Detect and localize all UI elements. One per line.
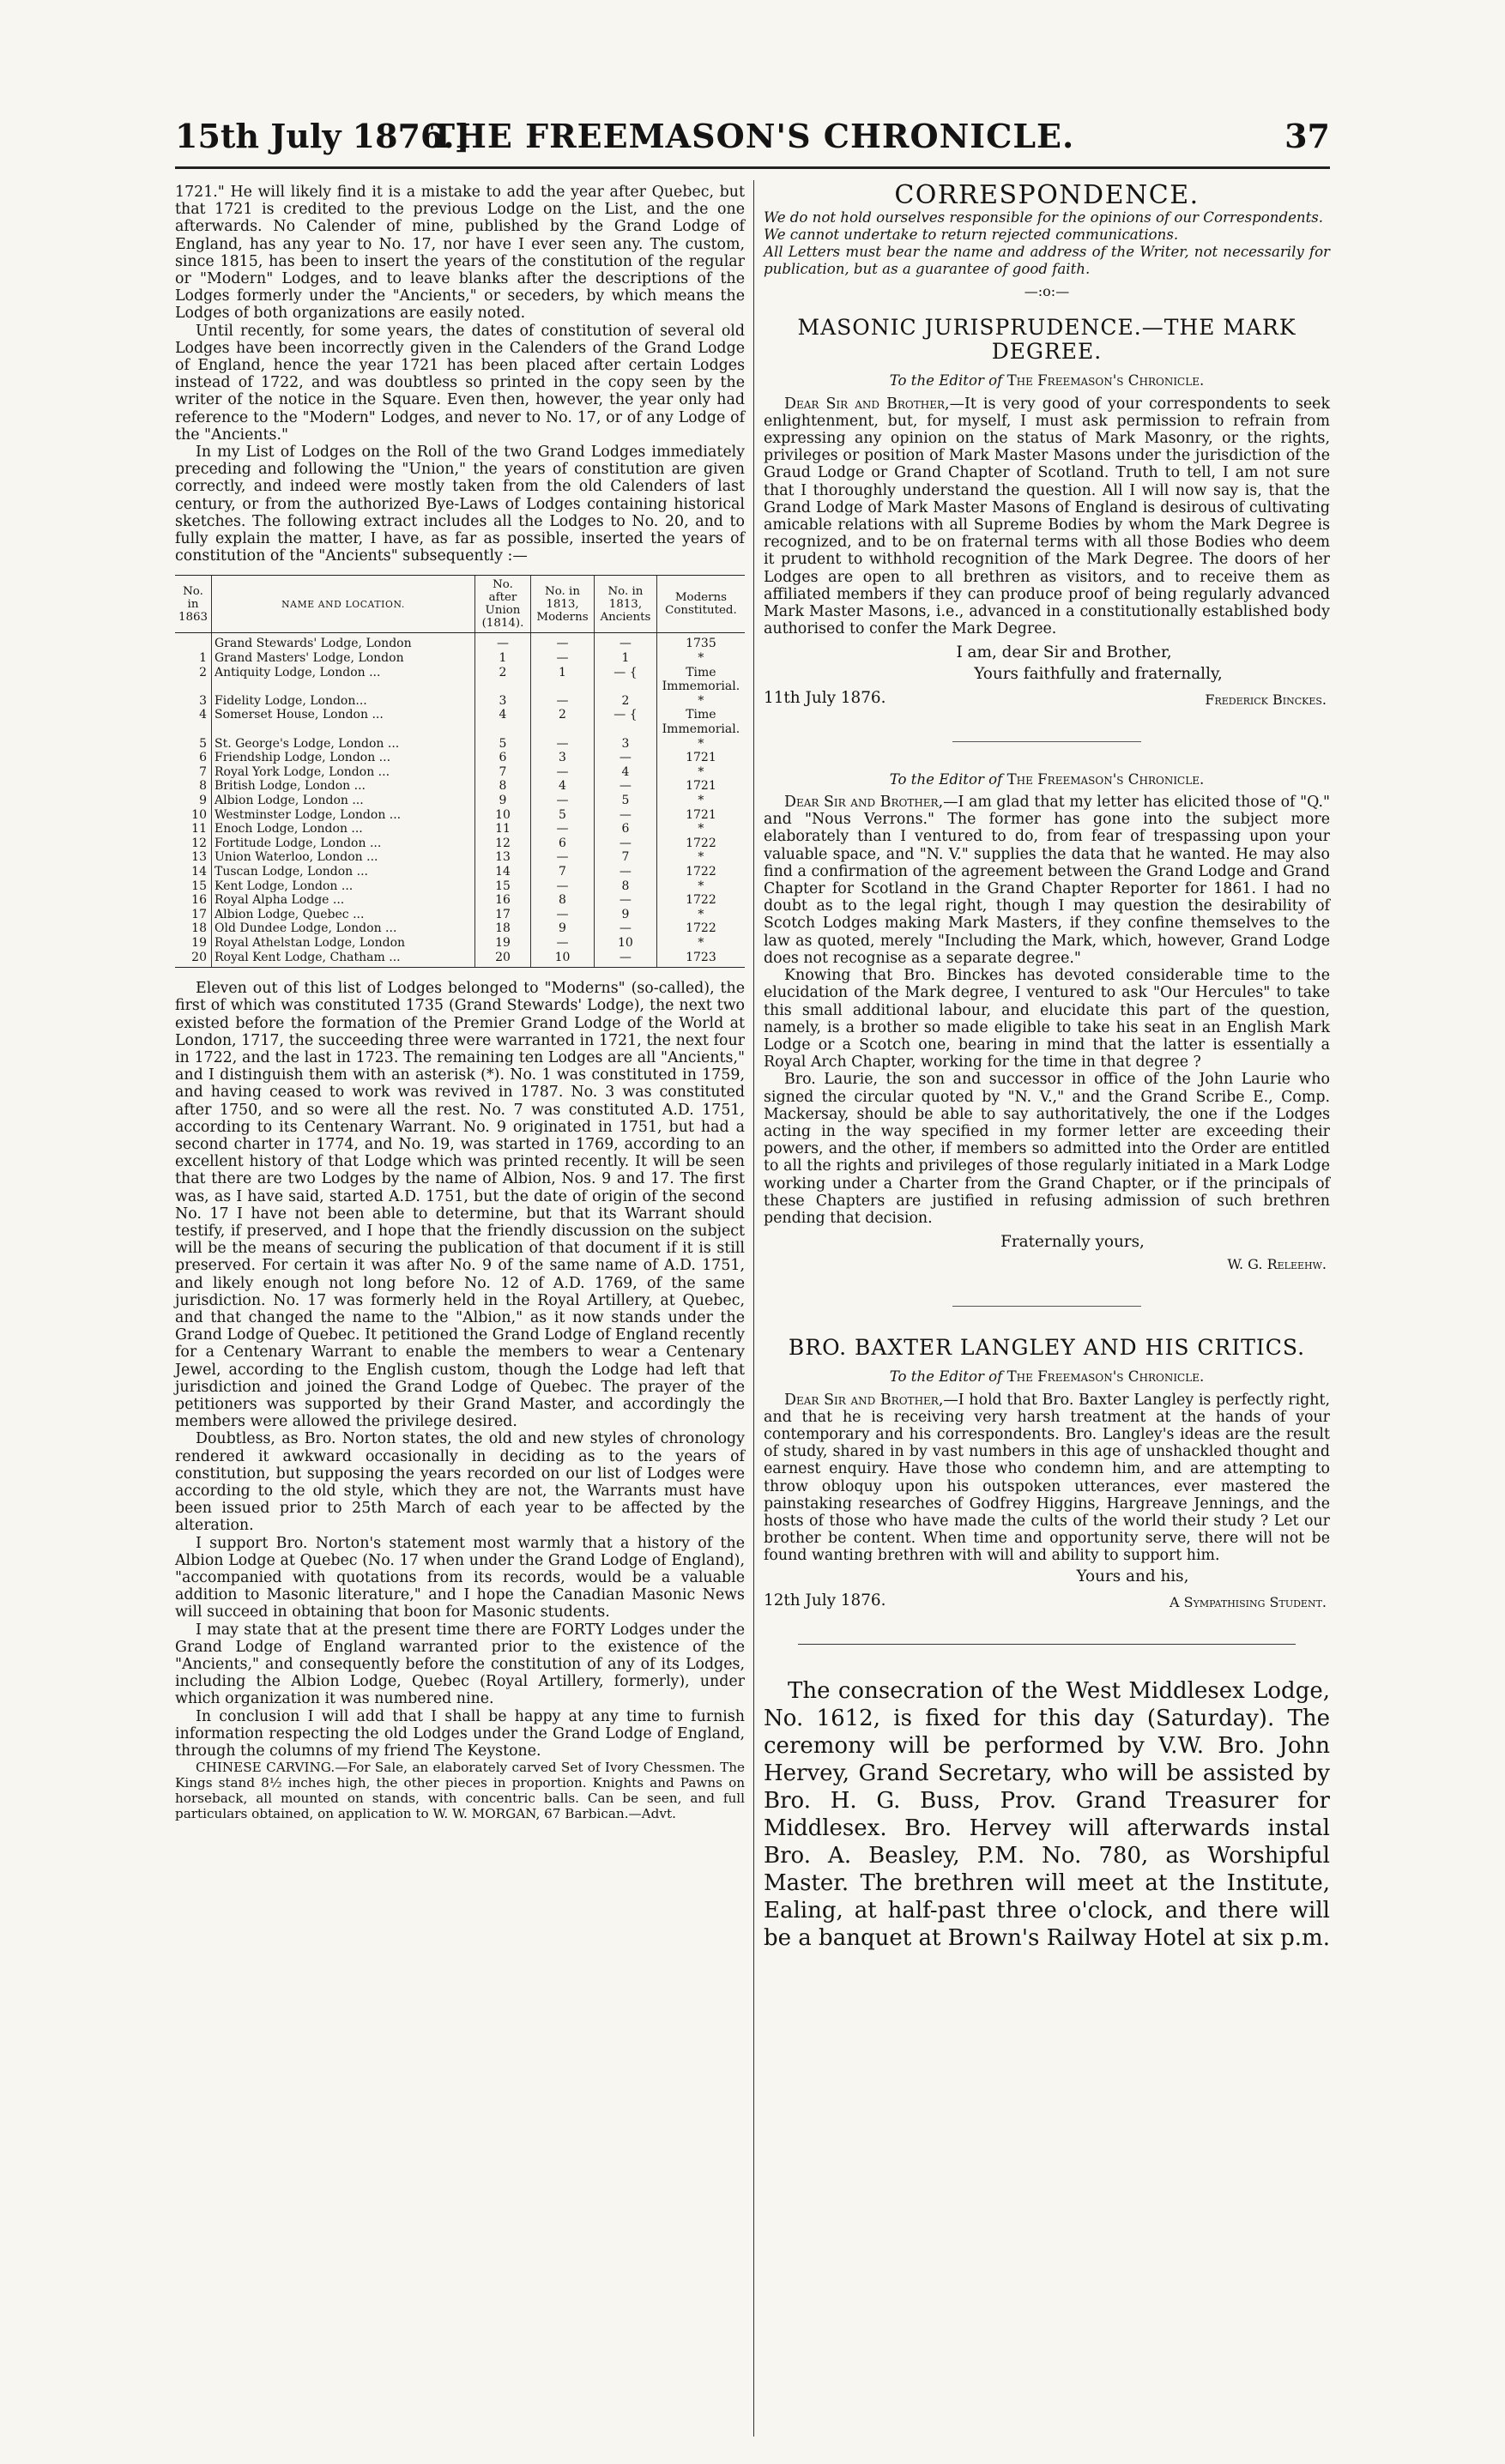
salutation: Dear Sir and Brother, bbox=[784, 395, 950, 413]
lodge-name-location: Tuscan Lodge, London ... bbox=[212, 865, 475, 879]
chessmen-advertisement: CHINESE CARVING.—For Sale, an elaborately carved Set of Ivory Chessmen. The Kings stand 8½ inches high, the other pieces in proportion. Knights and Pawns on horseback, all mounted on stands, with concentric balls. Can be seen, and full particulars obtained, on application to W. W. MORGAN, 67 Barbican.—Advt. bbox=[175, 1760, 745, 1822]
column-header: NAME AND LOCATION. bbox=[212, 576, 475, 633]
moderns-constituted: 1722 bbox=[656, 893, 745, 908]
number-ancients-1813: — bbox=[595, 808, 657, 823]
page-number: 37 bbox=[1284, 117, 1330, 155]
table-row bbox=[175, 951, 745, 968]
number-after-union: 1 bbox=[475, 651, 531, 666]
right-column bbox=[764, 180, 1330, 1952]
letter-heading: MASONIC JURISPRUDENCE.—THE MARK DEGREE. bbox=[797, 315, 1296, 365]
lodge-name-location: Friendship Lodge, London ... bbox=[212, 751, 475, 765]
table-row bbox=[175, 921, 745, 936]
table-row bbox=[175, 908, 745, 922]
to-editor-line bbox=[764, 372, 1330, 390]
letter-signature: W. G. Releehw. bbox=[1227, 1256, 1327, 1273]
moderns-constituted: 1721 bbox=[656, 779, 745, 794]
letter-heading: BRO. BAXTER LANGLEY AND HIS CRITICS. bbox=[788, 1335, 1306, 1361]
letter-closing: Yours and his, bbox=[1076, 1567, 1189, 1585]
table-row bbox=[175, 751, 745, 765]
lodge-name-location: Enoch Lodge, London ... bbox=[212, 822, 475, 836]
section-separator: —:o:— bbox=[1024, 283, 1070, 300]
table-row bbox=[175, 779, 745, 794]
article-paragraph: Until recently, for some years, the dates of constitution of several old Lodges have been incorrectly given in the Calenders of the Grand Lodge of England, hence the year 1721 has been placed after certain Lodges instead of 1722, and was doubtless so printed in the copy seen by the writer of the notice in the Square. Even then, however, the year only had reference to the "Modern" Lodges, and never to No. 17, or of any Lodge of the "Ancients." bbox=[175, 322, 745, 444]
number-ancients-1813: 10 bbox=[595, 936, 657, 951]
column-header: No. in 1863 bbox=[175, 576, 212, 633]
article-paragraph: 1721." He will likely find it is a mistake to add the year after Quebec, but that 1721 is credited to the previous Lodge on the List, and the one afterwards. No Calender of mine, published by the Grand Lodge of England, has any year to No. 17, nor have I ever seen any. The custom, since 1815, has been to insert the years of the constitution of the regular or "Modern" Lodges, and to leave blanks after the descriptions of the Lodges formerly under the "Ancients," or seceders, by which means the Lodges of both organizations are easily noted. bbox=[175, 184, 745, 323]
table-row bbox=[175, 836, 745, 851]
lodge-table bbox=[175, 575, 745, 968]
column-header: Moderns Constituted. bbox=[656, 576, 745, 633]
lodge-number-1863: 2 bbox=[199, 665, 207, 679]
lodge-number-1863: 15 bbox=[191, 879, 207, 893]
table-row bbox=[175, 794, 745, 808]
number-ancients-1813: 1 bbox=[595, 651, 657, 666]
section-rule bbox=[952, 741, 1141, 742]
number-ancients-1813: 5 bbox=[595, 794, 657, 808]
number-ancients-1813: 9 bbox=[595, 908, 657, 922]
letter-date: 11th July 1876. bbox=[764, 688, 886, 707]
lodge-name-location: Fortitude Lodge, London ... bbox=[212, 836, 475, 851]
number-ancients-1813: — bbox=[595, 921, 657, 936]
to-editor-line bbox=[764, 1368, 1330, 1386]
number-after-union: 10 bbox=[475, 808, 531, 823]
moderns-constituted: Time Immemorial. bbox=[656, 666, 745, 694]
lodge-number-1863: 3 bbox=[199, 693, 207, 708]
to-editor-line bbox=[764, 771, 1330, 788]
number-moderns-1813: 1 bbox=[530, 666, 594, 694]
page-header bbox=[175, 117, 1330, 165]
number-moderns-1813: — bbox=[530, 765, 594, 780]
table-row bbox=[175, 808, 745, 823]
number-ancients-1813: 2 bbox=[595, 694, 657, 709]
number-ancients-1813: 4 bbox=[595, 765, 657, 780]
table-row bbox=[175, 893, 745, 908]
lodge-name-location: Royal Athelstan Lodge, London bbox=[212, 936, 475, 951]
paper-name: The Freemason's Chronicle. bbox=[1006, 372, 1205, 390]
number-moderns-1813: — bbox=[530, 936, 594, 951]
editorial-notice: All Letters must bear the name and address of the Writer, not necessarily for publication, but as a guarantee of good faith. bbox=[764, 244, 1330, 278]
moderns-constituted: 1722 bbox=[656, 921, 745, 936]
number-after-union: 5 bbox=[475, 737, 531, 752]
letter-text: —It is very good of your correspondents to seek enlightenment, but, for myself, I must ask permission to refrain from expressing any opinion on the status of Mark Masonry, or the rights, privileges or position of Mark Master Masons under the jurisdiction of the Graud Lodge or Grand Chapter of Scotland. Truth to tell, I am not sure that I thoroughly understand the question. All I will now say is, that the Grand Lodge of Mark Master Masons of England is desirous of cultivating amicable relations with all Supreme Bodies by whom the Mark Degree is recognized, and to be on fraternal terms with all those Bodies who deem it prudent to withhold recognition of the Mark Degree. The doors of her Lodges are open to all brethren as visitors, and to receive them as affiliated members if they can produce proof of being regularly advanced Mark Master Masons, i.e., advanced in a constitutionally established body authorised to confer the Mark Degree. bbox=[764, 395, 1330, 638]
lodge-name-location: Antiquity Lodge, London ... bbox=[212, 666, 475, 694]
lodge-number-1863: 16 bbox=[191, 893, 207, 908]
consecration-notice bbox=[764, 1677, 1330, 1952]
salutation: Dear Sir and Brother, bbox=[784, 794, 944, 812]
number-after-union: 18 bbox=[475, 921, 531, 936]
letter-signature: Frederick Binckes. bbox=[1205, 691, 1327, 708]
number-moderns-1813: — bbox=[530, 651, 594, 666]
number-moderns-1813: 8 bbox=[530, 893, 594, 908]
to-editor-text: To the Editor of bbox=[889, 372, 1003, 390]
number-moderns-1813: 6 bbox=[530, 836, 594, 851]
number-moderns-1813: 7 bbox=[530, 865, 594, 879]
lodge-number-1863: 6 bbox=[199, 751, 207, 765]
moderns-constituted: * bbox=[656, 694, 745, 709]
number-moderns-1813: 10 bbox=[530, 951, 594, 968]
number-ancients-1813: 8 bbox=[595, 879, 657, 894]
lodge-number-1863: 11 bbox=[191, 822, 207, 836]
number-moderns-1813: — bbox=[530, 737, 594, 752]
letter-signoff bbox=[764, 1591, 1330, 1615]
to-editor-text: To the Editor of bbox=[889, 770, 1003, 788]
letter-body: Bro. Laurie, the son and successor in office of the John Laurie who signed the circular quoted by "N. V.," and the Grand Scribe E., Comp. Mackersay, should be able to say authoritatively, the one if the Lodges acting in the way specified in my former letter are exceeding their powers, and the other, if members so admitted into the Order are entitled to all the rights and privileges of those regularly initiated in a Mark Lodge working under a Charter from the Grand Chapter, or if the principals of these Chapters are justified in refusing admission of such brethren pending that decision. bbox=[764, 1071, 1330, 1227]
number-after-union: 7 bbox=[475, 765, 531, 780]
number-moderns-1813: 5 bbox=[530, 808, 594, 823]
issue-date: 15th July 1876.] bbox=[175, 117, 470, 155]
lodge-number-1863: 4 bbox=[199, 708, 207, 722]
lodge-name-location: Royal York Lodge, London ... bbox=[212, 765, 475, 780]
lodge-name-location: Albion Lodge, London ... bbox=[212, 794, 475, 808]
number-moderns-1813: — bbox=[530, 908, 594, 922]
table-row bbox=[175, 694, 745, 709]
lodge-name-location: Westminster Lodge, London ... bbox=[212, 808, 475, 823]
lodge-number-1863: 8 bbox=[199, 779, 207, 794]
moderns-constituted: * bbox=[656, 850, 745, 865]
number-moderns-1813: — bbox=[530, 879, 594, 894]
moderns-constituted: 1722 bbox=[656, 865, 745, 879]
moderns-constituted: 1735 bbox=[656, 633, 745, 651]
table-row bbox=[175, 651, 745, 666]
number-ancients-1813: 6 bbox=[595, 822, 657, 836]
number-after-union: 12 bbox=[475, 836, 531, 851]
lodge-name-location: Grand Masters' Lodge, London bbox=[212, 651, 475, 666]
number-after-union: 3 bbox=[475, 694, 531, 709]
number-after-union: 4 bbox=[475, 708, 531, 736]
moderns-constituted: * bbox=[656, 908, 745, 922]
table-header-row bbox=[175, 576, 745, 633]
column-divider bbox=[753, 180, 754, 2437]
number-ancients-1813: — bbox=[595, 633, 657, 651]
letter-signoff bbox=[764, 1253, 1330, 1277]
table-row bbox=[175, 765, 745, 780]
article-paragraph: I support Bro. Norton's statement most warmly that a history of the Albion Lodge at Quebec (No. 17 when under the Grand Lodge of England), "accompanied with quotations from its records, would be a valuable addition to Masonic literature," and I hope the Canadian Masonic News will succeed in obtaining that boon for Masonic students. bbox=[175, 1534, 745, 1622]
letter-text: —I am glad that my letter has elicited those of "Q." and "Nous Verrons." The former has gone into the subject more elaborately than I ventured to do, from fear of trespassing upon your valuable space, and "N. V." supplies the data that he wanted. He may also find a confirmation of the agreement between the Grand Lodge and Grand Chapter for Scotland in the Grand Chapter Reporter for 1861. I had no doubt as to the legal right, though I may question the desirability of Scotch Lodges making Mark Masters, if they confine themselves to the law as quoted, merely "Including the Mark, which, however, Grand Lodge does not recognise as a separate degree." bbox=[764, 794, 1330, 967]
consecration-text: The consecration of the West Middlesex Lodge, No. 1612, is fixed for this day (Saturday). The ceremony will be performed by V.W. Bro. John Hervey, Grand Secretary, who will be assisted by Bro. H. G. Buss, Prov. Grand Treasurer for Middlesex. Bro. Hervey will afterwards instal Bro. A. Beasley, P.M. No. 780, as Worshipful Master. The brethren will meet at the Institute, Ealing, at half-past three o'clock, and there will be a banquet at Brown's Railway Hotel at six p.m. bbox=[764, 1677, 1330, 1951]
lodge-number-1863: 12 bbox=[191, 836, 207, 850]
lodge-name-location: Union Waterloo, London ... bbox=[212, 850, 475, 865]
editorial-notice: We cannot undertake to return rejected communications. bbox=[764, 226, 1179, 244]
lodge-name-location: St. George's Lodge, London ... bbox=[212, 737, 475, 752]
table-row bbox=[175, 936, 745, 951]
table-row bbox=[175, 879, 745, 894]
lodge-name-location: British Lodge, London ... bbox=[212, 779, 475, 794]
lodge-name-location: Old Dundee Lodge, London ... bbox=[212, 921, 475, 936]
article-paragraph: Doubtless, as Bro. Norton states, the old and new styles of chronology rendered it awkward occasionally in deciding as to the years of constitution, but supposing the years recorded on our list of Lodges were according to the old style, which they are not, the Warrants must have been issued prior to 25th March of each year to be affected by the alteration. bbox=[175, 1430, 745, 1535]
lodge-name-location: Royal Kent Lodge, Chatham ... bbox=[212, 951, 475, 968]
paper-name: The Freemason's Chronicle. bbox=[1006, 770, 1205, 788]
lodge-number-1863: 7 bbox=[199, 764, 207, 779]
to-editor-text: To the Editor of bbox=[889, 1368, 1003, 1386]
lodge-number-1863: 18 bbox=[191, 921, 207, 936]
lodge-name-location: Albion Lodge, Quebec ... bbox=[212, 908, 475, 922]
salutation: Dear Sir and Brother, bbox=[784, 1391, 944, 1409]
moderns-constituted: * bbox=[656, 879, 745, 894]
number-after-union: 14 bbox=[475, 865, 531, 879]
number-after-union: 17 bbox=[475, 908, 531, 922]
moderns-constituted: 1722 bbox=[656, 836, 745, 851]
lodge-number-1863: 9 bbox=[199, 794, 207, 807]
table-row bbox=[175, 708, 745, 736]
lodge-table-body bbox=[175, 633, 745, 968]
correspondence-heading: CORRESPONDENCE. bbox=[894, 180, 1200, 210]
moderns-constituted: * bbox=[656, 765, 745, 780]
number-after-union: 16 bbox=[475, 893, 531, 908]
lodge-name-location: Grand Stewards' Lodge, London bbox=[212, 633, 475, 651]
letter-date: 12th July 1876. bbox=[764, 1591, 886, 1609]
paper-name: The Freemason's Chronicle. bbox=[1006, 1368, 1205, 1386]
number-ancients-1813: — bbox=[595, 865, 657, 879]
article-paragraph: I may state that at the present time there are FORTY Lodges under the Grand Lodge of England warranted prior to the existence of the "Ancients," and consequently before the constitution of any of its Lodges, including the Albion Lodge, Quebec (Royal Artillery, formerly), under which organization it was numbered nine. bbox=[175, 1621, 745, 1708]
number-ancients-1813: 3 bbox=[595, 737, 657, 752]
number-after-union: 2 bbox=[475, 666, 531, 694]
editorial-notice: We do not hold ourselves responsible for the opinions of our Correspondents. bbox=[764, 209, 1324, 226]
number-moderns-1813: — bbox=[530, 794, 594, 808]
article-paragraph: In my List of Lodges on the Roll of the two Grand Lodges immediately preceding and following the "Union," the years of constitution are given correctly, and indeed were mostly taken from the old Calenders of last century, or from the authorized Bye-Laws of Lodges containing historical sketches. The following extract includes all the Lodges to No. 20, and to fully explain the matter, I have, as far as possible, inserted the years of constitution of the "Ancients" subsequently :— bbox=[175, 444, 745, 565]
number-moderns-1813: — bbox=[530, 850, 594, 865]
number-ancients-1813: — bbox=[595, 751, 657, 765]
number-moderns-1813: 9 bbox=[530, 921, 594, 936]
number-moderns-1813: — bbox=[530, 633, 594, 651]
number-ancients-1813: — bbox=[595, 779, 657, 794]
number-ancients-1813: — bbox=[595, 893, 657, 908]
lodge-name-location: Kent Lodge, London ... bbox=[212, 879, 475, 894]
lodge-number-1863: 19 bbox=[191, 935, 207, 950]
left-column bbox=[175, 184, 745, 1821]
table-row bbox=[175, 666, 745, 694]
letter-body bbox=[764, 794, 1330, 967]
moderns-constituted: 1721 bbox=[656, 751, 745, 765]
section-rule bbox=[798, 1644, 1296, 1645]
number-ancients-1813: — { bbox=[595, 708, 657, 736]
lodge-name-location: Somerset House, London ... bbox=[212, 708, 475, 736]
lodge-number-1863 bbox=[175, 633, 212, 651]
letter-closing: Fraternally yours, bbox=[1000, 1233, 1145, 1252]
moderns-constituted: * bbox=[656, 794, 745, 808]
letter-text: —I hold that Bro. Baxter Langley is perfectly right, and that he is receiving very harsh treatment at the hands of your contemporary and his correspondents. Bro. Langley's ideas are the result of study, shared in by vast numbers in this age of unshackled thought and earnest enquiry. Have those who condemn him, and are attempting to throw obloquy upon his outspoken utterances, ever mastered the painstaking researches of Godfrey Higgins, Hargreave Jennings, and the hosts of those who have made the cults of the world their study ? Let our brother be content. When time and opportunity serve, there will not be found wanting brethren with will and ability to support him. bbox=[764, 1391, 1330, 1565]
number-moderns-1813: 2 bbox=[530, 708, 594, 736]
section-rule bbox=[952, 1306, 1141, 1307]
lodge-number-1863: 13 bbox=[191, 850, 207, 865]
masthead-title: THE FREEMASON'S CHRONICLE. bbox=[430, 117, 1075, 155]
number-ancients-1813: 7 bbox=[595, 850, 657, 865]
number-after-union: 11 bbox=[475, 822, 531, 836]
table-row bbox=[175, 822, 745, 836]
moderns-constituted: * bbox=[656, 936, 745, 951]
number-after-union: 6 bbox=[475, 751, 531, 765]
lodge-name-location: Royal Alpha Lodge ... bbox=[212, 893, 475, 908]
number-after-union: 13 bbox=[475, 850, 531, 865]
article-paragraph: In conclusion I will add that I shall be happy at any time to furnish information respecting the old Lodges under the Grand Lodge of England, through the columns of my friend The Keystone. bbox=[175, 1707, 745, 1760]
moderns-constituted: * bbox=[656, 822, 745, 836]
number-after-union: — bbox=[475, 633, 531, 651]
column-header: No. after Union (1814). bbox=[475, 576, 531, 633]
letter-signoff bbox=[764, 688, 1330, 712]
number-ancients-1813: — bbox=[595, 951, 657, 968]
moderns-constituted: Time Immemorial. bbox=[656, 708, 745, 736]
number-ancients-1813: — bbox=[595, 836, 657, 851]
moderns-constituted: 1721 bbox=[656, 808, 745, 823]
number-after-union: 15 bbox=[475, 879, 531, 894]
letter-signature: A Sympathising Student. bbox=[1170, 1593, 1327, 1610]
number-after-union: 19 bbox=[475, 936, 531, 951]
letter-body bbox=[764, 1392, 1330, 1565]
lodge-number-1863: 17 bbox=[191, 907, 207, 921]
table-row bbox=[175, 737, 745, 752]
moderns-constituted: * bbox=[656, 651, 745, 666]
column-header: No. in 1813, Moderns bbox=[530, 576, 594, 633]
lodge-name-location: Fidelity Lodge, London... bbox=[212, 694, 475, 709]
header-rule bbox=[175, 166, 1330, 169]
table-row bbox=[175, 850, 745, 865]
lodge-number-1863: 10 bbox=[191, 807, 207, 822]
number-after-union: 9 bbox=[475, 794, 531, 808]
moderns-constituted: 1723 bbox=[656, 951, 745, 968]
letter-closing: Yours faithfully and fraternally, bbox=[974, 664, 1223, 683]
lodge-number-1863: 20 bbox=[175, 951, 212, 968]
lodge-number-1863: 14 bbox=[191, 864, 207, 879]
number-moderns-1813: — bbox=[530, 822, 594, 836]
table-row bbox=[175, 865, 745, 879]
lodge-number-1863: 5 bbox=[199, 736, 207, 751]
number-ancients-1813: — { bbox=[595, 666, 657, 694]
number-moderns-1813: 4 bbox=[530, 779, 594, 794]
moderns-constituted: * bbox=[656, 737, 745, 752]
letter-body: Knowing that Bro. Binckes has devoted considerable time to the elucidation of the Mark degree, I ventured to ask "Our Hercules" to take this small additional labour, and elucidate this part of the question, namely, is a brother so made eligible to take his seat in an English Mark Lodge or a Scotch one, bearing in mind that the latter is essentially a Royal Arch Chapter, working for the time in that degree ? bbox=[764, 967, 1330, 1072]
number-moderns-1813: — bbox=[530, 694, 594, 709]
lodge-number-1863: 1 bbox=[199, 651, 207, 666]
table-row bbox=[175, 633, 745, 651]
number-after-union: 20 bbox=[475, 951, 531, 968]
letter-body bbox=[764, 396, 1330, 638]
letter-closing: I am, dear Sir and Brother, bbox=[956, 643, 1172, 662]
article-paragraph: Eleven out of this list of Lodges belonged to "Moderns" (so-called), the first of which was constituted 1735 (Grand Stewards' Lodge), the next two existed before the formation of the Premier Grand Lodge of the World at London, 1717, the succeeding three were warranted in 1721, the next four in 1722, and the last in 1723. The remaining ten Lodges are all "Ancients," and I distinguish them with an asterisk (*). No. 1 was constituted in 1759, and having ceased to work was revived in 1787. No. 3 was constituted after 1750, and so were all the rest. No. 7 was constituted A.D. 1751, according to its Centenary Warrant. No. 9 originated in 1751, but had a second charter in 1774, and No. 19, was started in 1769, according to an excellent history of that Lodge which was printed recently. It will be seen that there are two Lodges by the name of Albion, Nos. 9 and 17. The first was, as I have said, started A.D. 1751, but the date of origin of the second No. 17 I have not been able to determine, but that its Warrant should testify, if preserved, and I hope that the friendly discussion on the subject will be the means of securing the publication of that document if it is still preserved. For certain it was after No. 9 of the same name of A.D. 1751, and likely enough not long before No. 12 of A.D. 1769, of the same jurisdiction. No. 17 was formerly held in the Royal Artillery, at Quebec, and that changed the name to the "Albion," as it now stands under the Grand Lodge of Quebec. It petitioned the Grand Lodge of England recently for a Centenary Warrant to enable the members to wear a Centenary Jewel, according to the English custom, though the Lodge had left that jurisdiction and joined the Grand Lodge of Quebec. The prayer of the petitioners was supported by their Grand Master, and accordingly the members were allowed the privilege desired. bbox=[175, 980, 745, 1431]
column-header: No. in 1813, Ancients bbox=[595, 576, 657, 633]
number-after-union: 8 bbox=[475, 779, 531, 794]
number-moderns-1813: 3 bbox=[530, 751, 594, 765]
